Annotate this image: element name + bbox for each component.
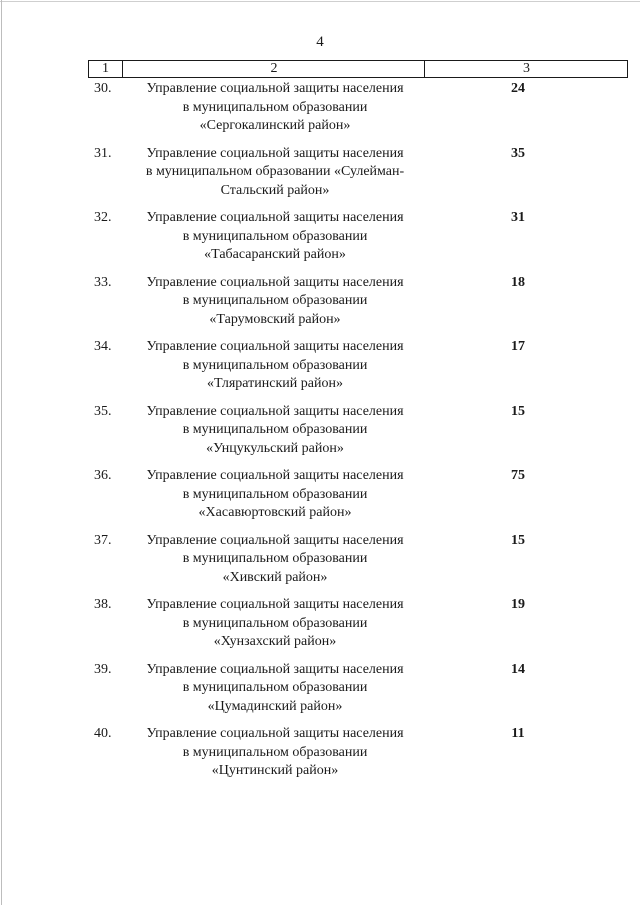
department-name-line: в муниципальном образовании <box>182 357 368 373</box>
department-name-line: Управление социальной защиты населения <box>146 403 404 419</box>
table-header-col-3: 3 <box>424 61 628 77</box>
table-header-row <box>88 60 628 78</box>
department-name-line: Управление социальной защиты населения <box>146 468 404 483</box>
row-number: 39. <box>94 661 112 677</box>
row-number: 35. <box>94 403 112 419</box>
table-row <box>0 723 640 788</box>
department-name-line: Управление социальной защиты населения <box>146 661 404 677</box>
row-count: 14 <box>511 661 525 677</box>
row-count: 31 <box>511 210 525 225</box>
scan-edge-top <box>0 1 640 2</box>
page-number: 4 <box>316 34 324 50</box>
department-name <box>127 532 423 588</box>
row-count: 17 <box>511 339 525 354</box>
table-body <box>0 78 640 788</box>
department-name <box>127 80 423 136</box>
row-number: 31. <box>94 145 112 161</box>
department-name <box>127 403 423 459</box>
department-name-line: «Хасавюртовский район» <box>198 505 352 520</box>
department-name-line: «Тарумовский район» <box>209 311 341 327</box>
row-number: 33. <box>94 274 112 290</box>
row-number: 30. <box>94 81 112 96</box>
department-name-line: Стальский район» <box>220 182 330 198</box>
department-name <box>127 338 423 394</box>
department-name-line: в муниципальном образовании «Сулейман- <box>145 164 405 179</box>
department-name-line: в муниципальном образовании <box>182 680 368 695</box>
department-name <box>127 596 423 652</box>
row-count: 35 <box>511 145 525 161</box>
row-number: 38. <box>94 597 112 612</box>
table-row <box>0 594 640 659</box>
row-count: 18 <box>511 274 525 290</box>
row-number: 34. <box>94 339 112 354</box>
row-count: 15 <box>511 403 525 419</box>
row-count: 75 <box>511 468 525 483</box>
department-name <box>127 661 423 717</box>
department-name-line: Управление социальной защиты населения <box>146 274 404 290</box>
department-name-line: «Цумадинский район» <box>207 698 343 714</box>
department-name-line: «Цунтинский район» <box>211 763 339 778</box>
department-name-line: Управление социальной защиты населения <box>146 726 404 741</box>
table-row <box>0 530 640 595</box>
department-name <box>127 209 423 265</box>
department-name-line: в муниципальном образовании <box>182 99 368 115</box>
row-number: 36. <box>94 468 112 483</box>
department-name-line: в муниципальном образовании <box>182 615 368 631</box>
department-name <box>127 467 423 523</box>
table-row <box>0 143 640 208</box>
department-name-line: в муниципальном образовании <box>182 422 368 437</box>
department-name <box>127 725 423 781</box>
department-name-line: Управление социальной защиты населения <box>146 210 404 225</box>
department-name-line: «Сергокалинский район» <box>199 118 351 133</box>
department-name-line: Управление социальной защиты населения <box>146 81 404 96</box>
department-name-line: Управление социальной защиты населения <box>146 597 404 612</box>
table-row <box>0 401 640 466</box>
department-name-line: Управление социальной защиты населения <box>146 339 404 354</box>
row-number: 40. <box>94 726 112 741</box>
department-name-line: Управление социальной защиты населения <box>146 532 404 548</box>
department-name-line: в муниципальном образовании <box>182 744 368 760</box>
department-name-line: «Тляратинский район» <box>207 376 343 391</box>
row-count: 15 <box>511 532 525 548</box>
row-number: 37. <box>94 532 112 548</box>
department-name-line: в муниципальном образовании <box>182 486 368 502</box>
table-header-col-2: 2 <box>122 61 425 77</box>
table-row <box>0 78 640 143</box>
department-name <box>127 145 423 201</box>
row-number: 32. <box>94 210 112 225</box>
department-name-line: в муниципальном образовании <box>182 293 368 308</box>
table-row <box>0 272 640 337</box>
table-header-col-1: 1 <box>102 61 109 76</box>
department-name-line: Управление социальной защиты населения <box>146 145 404 161</box>
department-name-line: «Хивский район» <box>222 569 328 585</box>
department-name <box>127 274 423 330</box>
table-row <box>0 336 640 401</box>
department-name-line: «Табасаранский район» <box>204 247 346 262</box>
table-row <box>0 659 640 724</box>
department-name-line: «Хунзахский район» <box>213 634 337 649</box>
department-name-line: в муниципальном образовании <box>182 228 368 244</box>
row-count: 11 <box>511 726 525 741</box>
table-row <box>0 465 640 530</box>
department-name-line: в муниципальном образовании <box>182 551 368 566</box>
row-count: 19 <box>511 597 525 612</box>
department-name-line: «Унцукульский район» <box>206 440 344 456</box>
table-row <box>0 207 640 272</box>
row-count: 24 <box>511 81 525 96</box>
